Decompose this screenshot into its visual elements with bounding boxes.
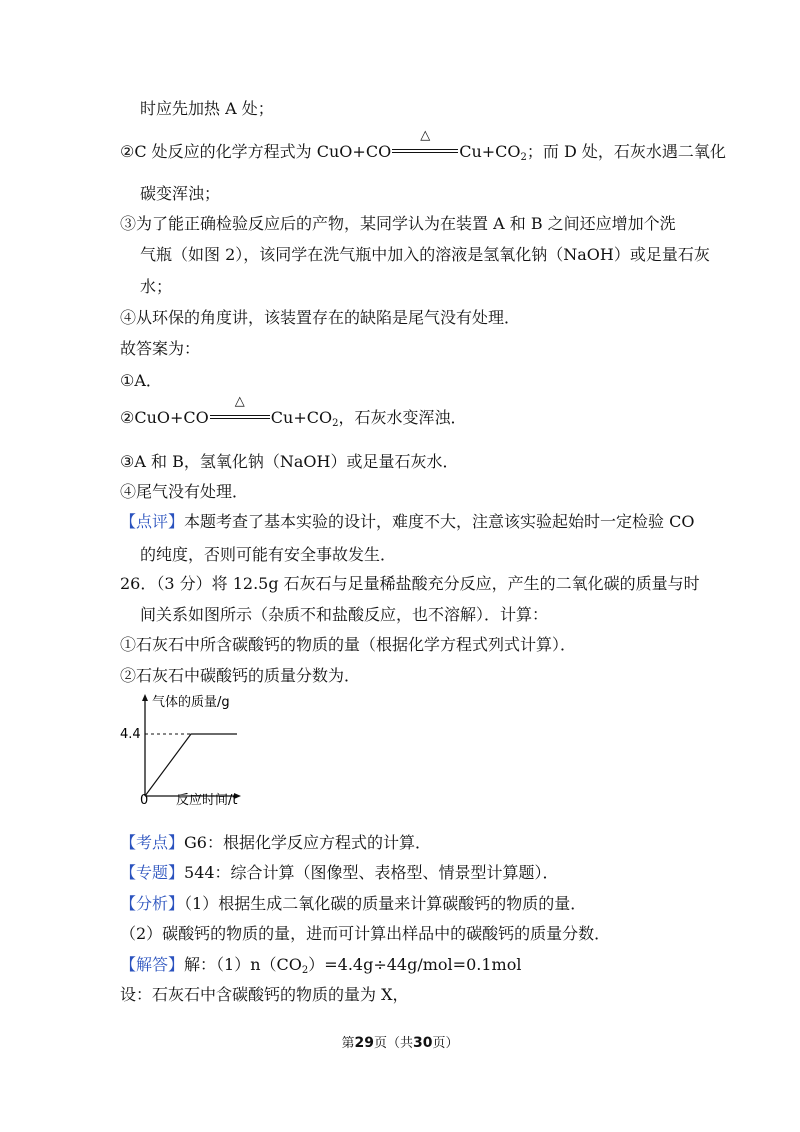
mass-time-chart: [112, 688, 272, 810]
text-line: ①石灰石中所含碳酸钙的物质的量（根据化学方程式列式计算）．: [120, 635, 577, 654]
text-line: ④尾气没有处理．: [120, 482, 249, 501]
text-line: 设：石灰石中含碳酸钙的物质的量为 X，: [120, 985, 409, 1004]
question-line: 26．（3 分）将 12.5g 石灰石与足量稀盐酸充分反应，产生的二氧化碳的质量与时: [120, 574, 700, 593]
text-line: ③A 和 B，氢氧化钠（NaOH）或足量石灰水．: [120, 452, 459, 471]
text-line: ④从环保的角度讲，该装置存在的缺陷是尾气没有处理．: [120, 308, 521, 327]
heating-equals-sign: [210, 394, 270, 425]
text-line: 的纯度，否则可能有安全事故发生．: [140, 545, 397, 564]
y-axis-label: 气体的质量/g: [152, 695, 230, 710]
heating-equals-sign: [392, 128, 458, 159]
equation-line: ②CuO+CO △ $Cu+CO_2$，石灰水变浑浊．: [120, 394, 467, 429]
topic-tag: 【专题】: [120, 863, 185, 882]
text-line: 【分析】（1）根据生成二氧化碳的质量来计算碳酸钙的物质的量．: [120, 894, 587, 913]
heat-symbol: △: [234, 394, 245, 409]
current-page-number: 29: [354, 1035, 374, 1051]
analysis-tag: 【分析】: [120, 894, 185, 913]
text-line: 间关系如图所示（杂质不和盐酸反应，也不溶解）．计算：: [140, 605, 549, 624]
series-line: [145, 734, 237, 796]
text-line: ②石灰石中碳酸钙的质量分数为．: [120, 666, 361, 685]
text-line: ①A．: [120, 371, 162, 390]
text-line: 水；: [140, 277, 173, 296]
x-axis-label: 反应时间/t: [176, 793, 238, 808]
solution-tag: 【解答】: [120, 955, 185, 974]
heat-symbol: △: [420, 128, 431, 143]
comment-tag: 【点评】: [120, 512, 185, 531]
text-line: 【点评】本题考查了基本实验的设计，难度不大，注意该实验起始时一定检验 CO: [120, 512, 695, 531]
text-line: 气瓶（如图 2），该同学在洗气瓶中加入的溶液是氢氧化钠（NaOH）或足量石灰: [140, 245, 710, 264]
text-line: 【考点】G6：根据化学反应方程式的计算．: [120, 833, 431, 852]
text-line: 故答案为：: [120, 339, 201, 358]
y-tick-label: 4.4: [120, 727, 141, 742]
knowledge-point-tag: 【考点】: [120, 833, 185, 852]
text-line: 碳变浑浊；: [140, 184, 221, 203]
text-line: （2）碳酸钙的物质的量，进而可计算出样品中的碳酸钙的质量分数．: [120, 924, 611, 943]
text-line: 【解答】解：$(1)n(CO_2)=4.4g\div 44g/mol=0.1mol$: [120, 955, 522, 976]
total-pages: 30: [413, 1035, 433, 1051]
equation-line: ②C 处反应的化学方程式为 CuO+CO △ $Cu+CO_2$；而 D 处，石灰水遇二氧化: [120, 128, 726, 163]
origin-label: 0: [140, 793, 149, 808]
y-axis-arrow: [142, 694, 148, 701]
page-footer: 第29页（共30页）: [341, 1035, 459, 1051]
text-line: 【专题】544：综合计算（图像型、表格型、情景型计算题）．: [120, 863, 559, 882]
text-line: ③为了能正确检验反应后的产物，某同学认为在装置 A 和 B 之间还应增加个洗: [120, 214, 676, 233]
text-line: 时应先加热 A 处；: [140, 99, 274, 118]
